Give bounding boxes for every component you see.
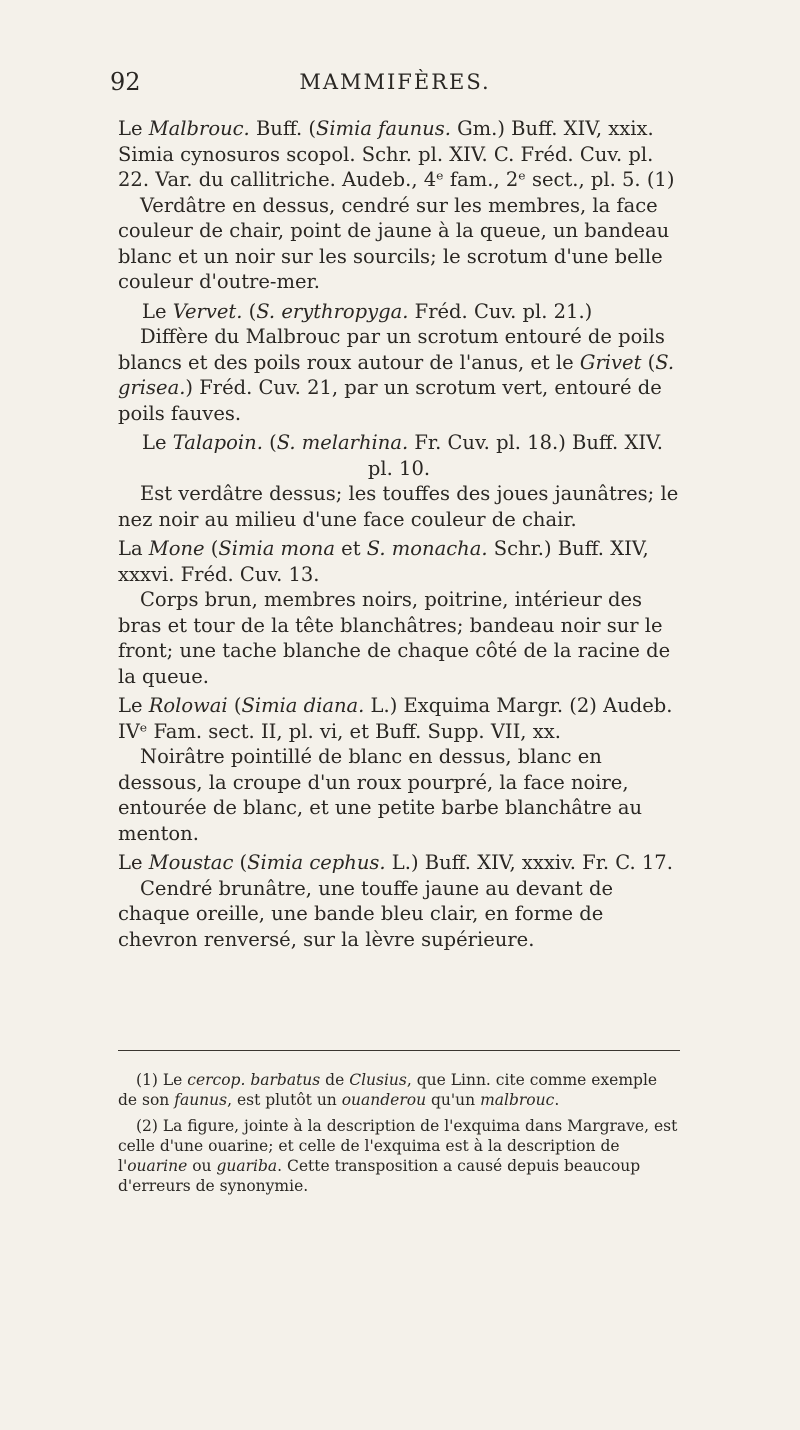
description-vervet: Diffère du Malbrouc par un scrotum entouré de poils blancs et des poils roux autour de l'anus, et le Grivet (S. grisea.) Fréd. Cuv. 21, par un scrotum vert, entouré de poils fauves. — [118, 325, 675, 425]
entry-vervet: Le Vervet. (S. erythropyga. Fréd. Cuv. pl. 21.) — [142, 299, 593, 323]
running-head: MAMMIFÈRES. — [299, 70, 491, 94]
page-header — [110, 68, 680, 108]
description-talapoin: Est verdâtre dessus; les touffes des joues jaunâtres; le nez noir au milieu d'une face couleur de chair. — [118, 482, 679, 531]
description-malbrouc: Verdâtre en dessus, cendré sur les membres, la face couleur de chair, point de jaune à la queue, un bandeau blanc et un noir sur les sourcils; le scrotum d'une belle couleur d'outre-mer. — [118, 193, 670, 293]
entry-moustac: Le Moustac (Simia cephus. L.) Buff. XIV, xxxiv. Fr. C. 17. — [118, 851, 673, 874]
entry-rolowai: Le Rolowai (Simia diana. L.) Exquima Margr. (2) Audeb. IVᵉ Fam. sect. II, pl. vi, et Buff. Supp. VII, xx. — [118, 694, 673, 743]
description-moustac: Cendré brunâtre, une touffe jaune au devant de chaque oreille, une bande bleu clair, en forme de chevron renversé, sur la lèvre supérieure. — [118, 876, 613, 951]
description-rolowai: Noirâtre pointillé de blanc en dessus, blanc en dessous, la croupe d'un roux pourpré, la face noire, entourée de blanc, et une petite barbe blanchâtre au menton. — [118, 745, 643, 845]
footnote-2: (2) La figure, jointe à la description de l'exquima dans Margrave, est celle d'une ouarine; et celle de l'exquima est à la description de l'ouarine ou guariba. Cette transposition a causé depuis beaucoup d'erreurs de synonymie. — [118, 1117, 678, 1195]
entry-talapoin: Le Talapoin. (S. melarhina. Fr. Cuv. pl. 18.) Buff. XIV. — [142, 431, 663, 454]
entry-talapoin-plate: pl. 10. — [367, 456, 431, 480]
footnote-1: (1) Le cercop. barbatus de Clusius, que Linn. cite comme exemple de son faunus, est plutôt un ouanderou qu'un malbrouc. — [118, 1071, 658, 1109]
main-text — [118, 112, 680, 952]
footnotes — [118, 1070, 680, 1202]
entry-mone: La Mone (Simia mona et S. monacha. Schr.) Buff. XIV, xxxvi. Fréd. Cuv. 13. — [118, 537, 649, 586]
footnote-divider — [118, 1050, 680, 1051]
description-mone: Corps brun, membres noirs, poitrine, intérieur des bras et tour de la tête blanchâtres; bandeau noir sur le front; une tache blanche de chaque côté de la racine de la queue. — [118, 588, 671, 688]
page-number: 92 — [110, 68, 141, 96]
entry-malbrouc: Le Malbrouc. Buff. (Simia faunus. Gm.) Buff. XIV, xxix. Simia cynosuros scopol. Schr. pl. XIV. C. Fréd. Cuv. pl. 22. Var. du callitriche. Audeb., 4ᵉ fam., 2ᵉ sect., pl. 5. (1) — [118, 117, 675, 191]
